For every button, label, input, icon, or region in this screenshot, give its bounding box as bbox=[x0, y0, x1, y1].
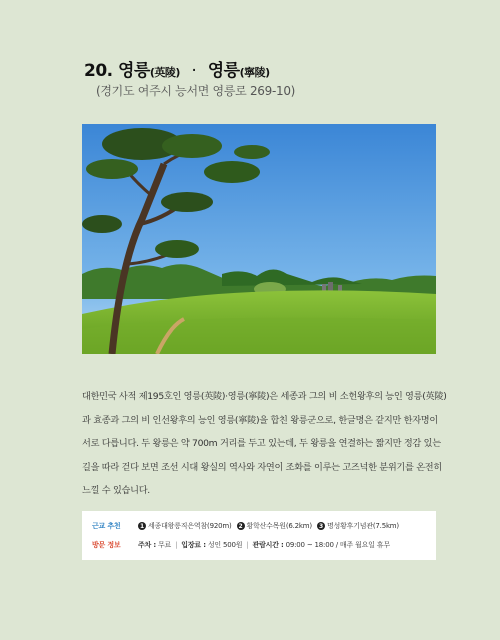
separator: | bbox=[175, 541, 178, 549]
title-number: 20. bbox=[84, 61, 113, 81]
description-line: 느낄 수 있습니다. bbox=[82, 485, 150, 496]
title-hanja-2: (寧陵) bbox=[239, 66, 270, 79]
nearby-label: 근교 추천 bbox=[92, 522, 121, 530]
address-subtitle: (경기도 여주시 능서면 영릉로 269-10) bbox=[96, 84, 296, 98]
hours-value: 09:00 ~ 18:00 / 매주 월요일 휴무 bbox=[285, 541, 390, 549]
title-hanja-1: (英陵) bbox=[149, 66, 180, 79]
description-line: 길을 따라 걷다 보면 조선 시대 왕실의 역사와 자연이 조화를 이루는 고즈넉한 분위기를 온전히 bbox=[82, 461, 442, 473]
admission-label: 입장료 : bbox=[181, 541, 206, 549]
hours-label: 관람시간 : bbox=[252, 541, 284, 549]
description-text bbox=[82, 385, 447, 503]
description-line: 서로 다릅니다. 두 왕릉은 약 700m 거리를 두고 있는데, 두 왕릉을 연결하는 짧지만 정감 있는 bbox=[82, 438, 441, 449]
title-name-2: 영릉 bbox=[207, 61, 240, 81]
info-box bbox=[82, 511, 436, 560]
nearby-spot: 황학산수목원(6.2km) bbox=[246, 522, 312, 530]
page-title bbox=[84, 56, 270, 81]
title-dot: · bbox=[191, 61, 197, 81]
description-line: 과 효종과 그의 비 인선왕후의 능인 영릉(寧陵)을 합친 왕릉군으로, 한글명은 같지만 한자명이 bbox=[82, 414, 438, 426]
nearby-spot: 명성황후기념관(7.5km) bbox=[326, 522, 399, 530]
parking-value: 무료 bbox=[158, 541, 172, 549]
nearby-row bbox=[92, 521, 404, 531]
description-line: 대한민국 사적 제195호인 영릉(英陵)·영릉(寧陵)은 세종과 그의 비 소헌왕후의 능인 영릉(英陵) bbox=[82, 391, 447, 402]
title-name-1: 영릉 bbox=[118, 61, 150, 81]
visit-info-row bbox=[92, 540, 390, 550]
separator: | bbox=[246, 541, 249, 549]
tomb-landscape-photo bbox=[82, 124, 436, 354]
parking-label: 주차 : bbox=[138, 541, 156, 549]
number-badge: 2 bbox=[237, 522, 245, 530]
admission-value: 성인 500원 bbox=[207, 541, 243, 549]
visit-label: 방문 정보 bbox=[92, 541, 121, 549]
number-badge: 3 bbox=[317, 522, 325, 530]
number-badge: 1 bbox=[138, 522, 146, 530]
nearby-spot: 세종대왕릉직은역참(920m) bbox=[148, 522, 232, 530]
